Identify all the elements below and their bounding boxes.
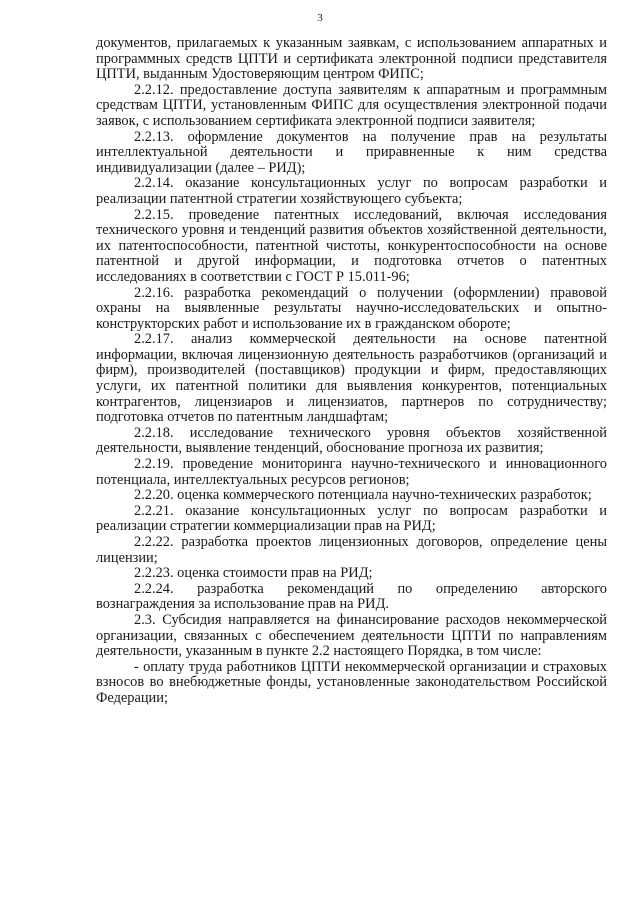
page-number: 3 [317,12,323,24]
paragraph-2-2-12: 2.2.12. предоставление доступа заявителям к аппаратным и программным средствам ЦПТИ, установленным ФИПС для осуществления электронной подачи заявок, с использованием сертификата электронной подписи заявителя; [96,81,607,129]
paragraph-2-2-18: 2.2.18. исследование технического уровня объектов хозяйственной деятельности, выявление тенденций, обоснование прогноза их развития; [96,424,607,457]
paragraph-2-2-16: 2.2.16. разработка рекомендаций о получении (оформлении) правовой охраны на выявленные результаты научно-исследовательских и опытно-конструкторских работ и использование их в гражданском обороте; [96,284,607,332]
paragraph-2-3: 2.3. Субсидия направляется на финансирование расходов некоммерческой организации, связанных с обеспечением деятельности ЦПТИ по направлениям деятельности, указанным в пункте 2.2 настоящего Порядка, в том числе: [96,611,607,660]
paragraph-2-2-22: 2.2.22. разработка проектов лицензионных договоров, определение цены лицензии; [96,534,607,566]
paragraph-2-2-23: 2.2.23. оценка стоимости прав на РИД; [134,565,373,582]
paragraph-2-2-17: 2.2.17. анализ коммерческой деятельности на основе патентной информации, включая лицензионную деятельность разработчиков (организаций и фирм), производителей (поставщиков) продукции и фирм, предоставляющих услуги, их патентной политики для выявления конкурентов, потенциальных контрагентов, лицензиаров и лицензиатов, партнеров по сотрудничеству; подготовка отчетов по патентным ландшафтам; [96,331,607,426]
paragraph-2-2-24: 2.2.24. разработка рекомендаций по определению авторского вознаграждения за использование прав на РИД. [96,580,607,613]
paragraph-2-2-14: 2.2.14. оказание консультационных услуг по вопросам разработки и реализации патентной стратегии хозяйствующего субъекта; [96,175,607,207]
paragraph-2-2-20: 2.2.20. оценка коммерческого потенциала научно-технических разработок; [134,487,592,504]
paragraph-2-2-15: 2.2.15. проведение патентных исследований, включая исследования технического уровня и тенденций развития объектов хозяйственной деятельности, их патентоспособности, патентной чистоты, конкурентоспособности на основе патентной и другой информации, и подготовка отчетов о патентных исследованиях в соответствии с ГОСТ Р 15.011-96; [96,206,607,285]
paragraph-continuation: документов, прилагаемых к указанным заявкам, с использованием аппаратных и программных средств ЦПТИ и сертификата электронной подписи представителя ЦПТИ, выданным Удостоверяющим центром ФИПС; [96,35,607,83]
paragraph-2-2-19: 2.2.19. проведение мониторинга научно-технического и инновационного потенциала, интеллектуальных ресурсов регионов; [96,456,607,488]
document-body [96,36,607,707]
paragraph-2-2-21: 2.2.21. оказание консультационных услуг по вопросам разработки и реализации стратегии коммерциализации прав на РИД; [96,502,607,535]
paragraph-2-2-13: 2.2.13. оформление документов на получение прав на результаты интеллектуальной деятельности и приравненные к ним средства индивидуализации (далее – РИД); [96,128,607,176]
list-item-salary: - оплату труда работников ЦПТИ некоммерческой организации и страховых взносов во внебюджетные фонды, установленные законодательством Российской Федерации; [96,658,607,706]
